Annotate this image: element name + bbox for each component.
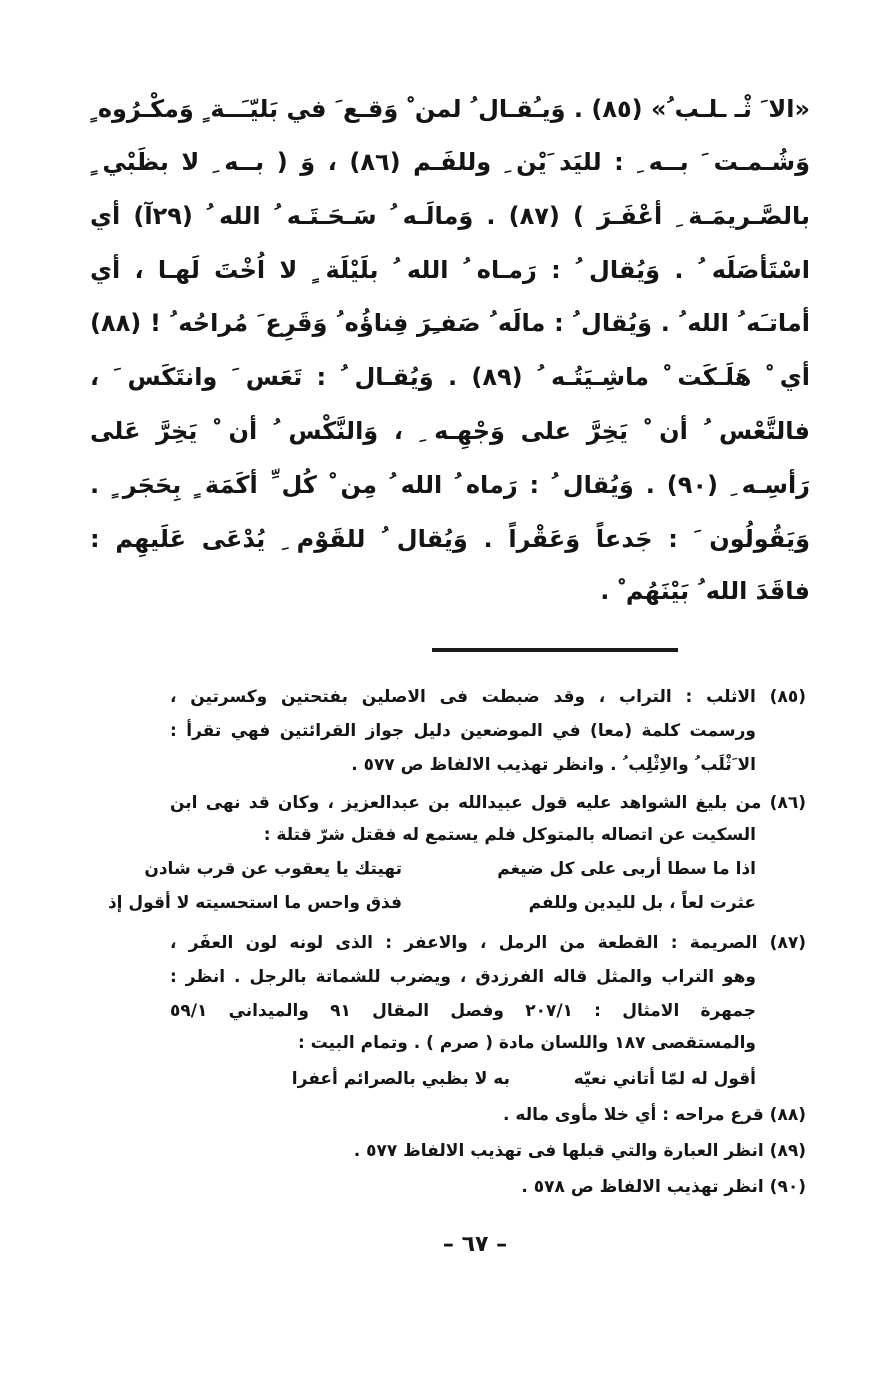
verse-hemistich: عثرت لعاً ، بل لليدين وللفم [528, 893, 756, 913]
verse-hemistich: به لا بظبي بالصرائم أعفرا [291, 1069, 510, 1089]
main-text-line: وَشُـمـت َ بــه ِ : لليَد َيْن ِ وللفَـم (٨٦) ، وَ ( بــه ِ لا بظَبْي ٍ [90, 148, 810, 176]
page-number: – ٦٧ – [442, 1232, 508, 1257]
verse-hemistich: اذا ما سطا أربى على كل ضيغم [497, 859, 756, 879]
main-text-line: وَيَقُولُون َ : جَدعاً وَعَقْراً . وَيُقال ُ للقَوْم ِ يُدْعَى عَلَيهِم : [90, 525, 810, 553]
footnote-86-line: (٨٦) من بليغ الشواهد عليه قول عبيدالله بن عبدالعزيز ، وكان قد نهى ابن [170, 793, 806, 813]
footnote-85-line: (٨٥) الاثلب : التراب ، وقد ضبطت فى الاصلين بفتحتين وكسرتين ، [170, 687, 806, 707]
footnote-85-line: ورسمت كلمة (معا) في الموضعين دليل جواز القرائتين فهي تقرأ : [170, 721, 756, 741]
main-text-line: أماتـَه ُ الله ُ . وَيُقال ُ : مالَه ُ صَفـِرَ فِناؤُه ُ وَقَرِع َ مُراحُه ُ ! (٨٨) [90, 309, 810, 337]
verse-hemistich: أقول له لمّا أتاني نعيّه [573, 1069, 756, 1089]
main-text-line: بالصَّـريمَـة ِ أعْفَـرَ ) (٨٧) . وَمالَـه ُ سَـحَـتَـه ُ الله ُ (٢٩آ) أي [90, 202, 810, 230]
footnote-87-line: والمستقصى ١٨٧ واللسان مادة ( صرم ) . وتمام البيت : [297, 1033, 756, 1053]
footnote-90: (٩٠) انظر تهذيب الالفاظ ص ٥٧٨ . [521, 1177, 806, 1197]
footnote-separator [432, 648, 678, 652]
footnote-87-line: (٨٧) الصريمة : القطعة من الرمل ، والاعفر : الذى لونه لون العفَر ، [170, 933, 806, 953]
verse-hemistich: تهيتك يا يعقوب عن قرب شادن [144, 859, 402, 879]
footnote-86-line: السكيت عن اتصاله بالمتوكل فلم يستمع له فقتل شرّ قتلة : [263, 825, 756, 845]
main-text-line: «الا َ ثْـ ـلـب ُ» (٨٥) . وَيـُقـال ُ لمن ْ وَقـع َ في بَليّـَــة ٍ وَمكْـرُوه ٍ [89, 95, 810, 123]
footnote-89: (٨٩) انظر العبارة والتي قبلها فى تهذيب الالفاظ ٥٧٧ . [353, 1141, 806, 1161]
main-text-line: أي ْ هَلَـكَت ْ ماشِـيَتُـه ُ (٨٩) . وَيُقـال ُ : تَعَس َ وانتَكَس َ ، [90, 363, 810, 391]
main-text-line: رَأسِـه ِ (٩٠) . وَيُقال ُ : رَماه ُ الله ُ مِن ْ كُل ِّ أكَمَة ٍ بِحَجَر ٍ . [90, 471, 810, 499]
main-text-line: فالتَّعْس ُ أن ْ يَخِرَّ على وَجْهِـه ِ ، وَالنَّكْس ُ أن ْ يَخِرَّ عَلى [90, 417, 810, 445]
main-text-line: فاقَدَ الله ُ بَيْنَهُم ْ . [600, 577, 810, 605]
verse-hemistich: فذق واحس ما استحسيته لا أقول إذ [107, 893, 402, 913]
footnote-85-line: الا َثْلَب ُ والاِثْلِب ُ . وانظر تهذيب الالفاظ ص ٥٧٧ . [351, 755, 756, 775]
footnote-88: (٨٨) قرع مراحه : أي خلا مأوى ماله . [503, 1105, 806, 1125]
footnote-87-line: وهو التراب والمثل قاله الفرزدق ، ويضرب للشماتة بالرجل . انظر : [170, 967, 756, 987]
main-text-line: اسْتَأصَلَه ُ . وَيُقال ُ : رَمـاه ُ الله ُ بلَيْلَة ٍ لا اُخْتَ لَهـا ، أي [90, 256, 810, 284]
footnote-87-line: جمهرة الامثال : ٢٠٧/١ وفصل المقال ٩١ والميداني ٥٩/١ [170, 1001, 756, 1021]
